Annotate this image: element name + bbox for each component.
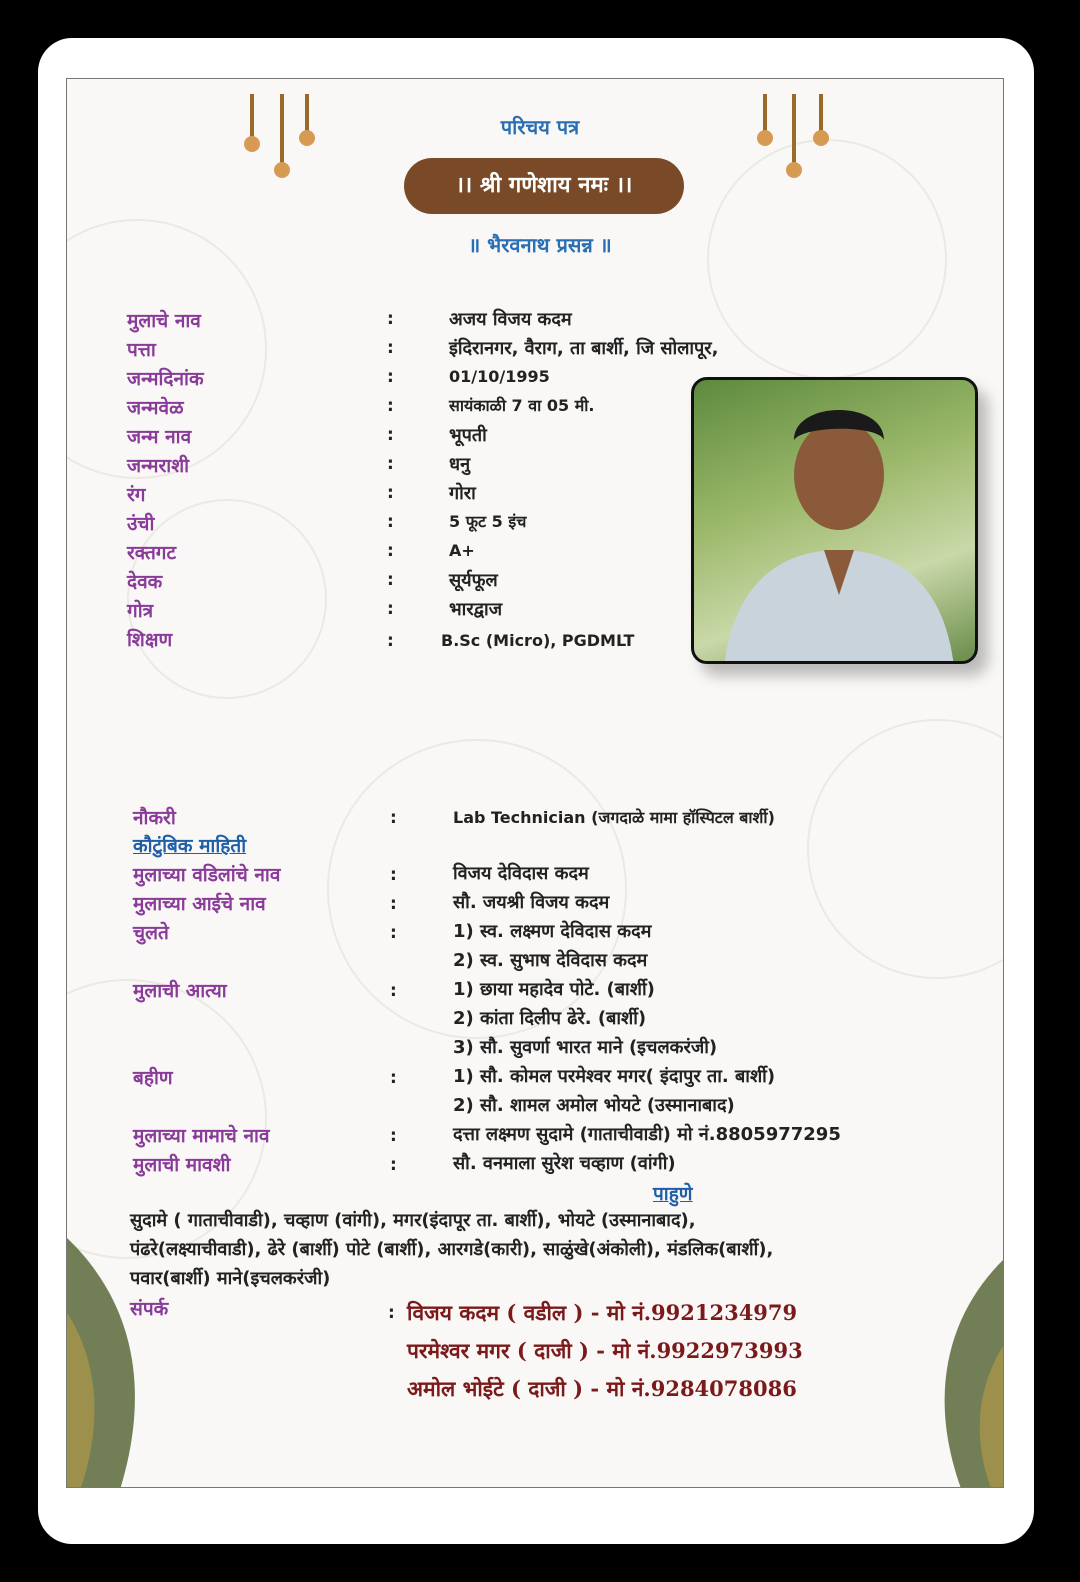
field-value: 2) सौ. शामल अमोल भोयटे (उस्मानाबाद) xyxy=(453,1095,735,1116)
colon: : xyxy=(390,1155,397,1175)
relatives-line: पवार(बार्शी) माने(इचलकरंजी) xyxy=(130,1268,331,1289)
colon: : xyxy=(390,1068,397,1088)
document-title: परिचय पत्र xyxy=(500,115,580,139)
swirl-decoration xyxy=(127,499,327,699)
colon: : xyxy=(390,1126,397,1146)
field-value: A+ xyxy=(449,541,475,560)
field-value: B.Sc (Micro), PGDMLT xyxy=(441,631,635,650)
swirl-decoration xyxy=(807,719,1004,979)
field-label: नौकरी xyxy=(133,807,176,829)
colon: : xyxy=(388,1303,395,1323)
colon: : xyxy=(387,541,394,561)
field-value: सूर्यफूल xyxy=(449,570,498,591)
colon: : xyxy=(387,338,394,358)
relatives-heading: पाहुणे xyxy=(653,1183,693,1205)
field-value: 2) स्व. सुभाष देविदास कदम xyxy=(453,950,648,971)
person-silhouette-icon xyxy=(694,380,978,664)
field-value: Lab Technician (जगदाळे मामा हॉस्पिटल बार्शी) xyxy=(453,808,775,827)
portrait-photo xyxy=(691,377,978,664)
field-value: 01/10/1995 xyxy=(449,367,550,386)
colon: : xyxy=(390,865,397,885)
field-label: मुलाची मावशी xyxy=(133,1154,231,1176)
colon: : xyxy=(387,396,394,416)
contact-label: संपर्क xyxy=(130,1298,169,1320)
swirl-decoration xyxy=(707,139,947,379)
colon: : xyxy=(387,512,394,532)
colon: : xyxy=(387,631,394,651)
colon: : xyxy=(390,808,397,828)
contact-line: अमोल भोईटे ( दाजी ) - मो नं.9284078086 xyxy=(407,1376,797,1401)
field-label: पत्ता xyxy=(127,339,156,361)
field-value: दत्ता लक्ष्मण सुदामे (गाताचीवाडी) मो नं.8805977295 xyxy=(453,1124,841,1145)
field-label: गोत्र xyxy=(127,600,154,622)
field-value: भूपती xyxy=(449,425,487,446)
leaf-decoration-right xyxy=(915,1249,1004,1488)
field-value: गोरा xyxy=(449,483,476,504)
colon: : xyxy=(387,483,394,503)
field-label: मुलाच्या वडिलांचे नाव xyxy=(133,864,281,886)
field-value: 3) सौ. सुवर्णा भारत माने (इचलकरंजी) xyxy=(453,1037,718,1058)
field-value: सौ. जयश्री विजय कदम xyxy=(453,892,610,913)
field-label: जन्मवेळ xyxy=(127,397,184,419)
field-label: मुलाची आत्या xyxy=(133,980,227,1002)
family-heading: कौटुंबिक माहिती xyxy=(133,835,247,857)
field-label: उंची xyxy=(127,513,155,535)
ganesh-invocation-banner: ।। श्री गणेशाय नमः ।। xyxy=(404,158,684,214)
field-value: विजय देविदास कदम xyxy=(453,863,589,884)
field-value: धनु xyxy=(449,454,471,475)
contact-line: विजय कदम ( वडील ) - मो नं.9921234979 xyxy=(407,1300,798,1325)
field-value: इंदिरानगर, वैराग, ता बार्शी, जि सोलापूर, xyxy=(449,338,719,359)
contact-line: परमेश्वर मगर ( दाजी ) - मो नं.9922973993 xyxy=(407,1338,803,1363)
hanging-bell-icon xyxy=(273,94,291,190)
colon: : xyxy=(387,599,394,619)
colon: : xyxy=(390,923,397,943)
field-value: 2) कांता दिलीप ढेरे. (बार्शी) xyxy=(453,1008,647,1029)
relatives-line: पंढरे(लक्ष्याचीवाडी), ढेरे (बार्शी) पोटे (बार्शी), आरगडे(कारी), साळुंखे(अंकोली), मंडलिक(बार्शी), xyxy=(130,1239,774,1260)
hanging-bell-icon xyxy=(785,94,803,190)
field-value: सौ. वनमाला सुरेश चव्हाण (वांगी) xyxy=(453,1153,676,1174)
colon: : xyxy=(390,894,397,914)
field-label: देवक xyxy=(127,571,163,593)
field-label: मुलाच्या आईचे नाव xyxy=(133,893,266,915)
field-value: 1) सौ. कोमल परमेश्वर मगर( इंदापुर ता. बार्शी) xyxy=(453,1066,776,1087)
field-value: 1) स्व. लक्ष्मण देविदास कदम xyxy=(453,921,652,942)
colon: : xyxy=(390,981,397,1001)
field-value: 5 फूट 5 इंच xyxy=(449,512,527,531)
colon: : xyxy=(387,570,394,590)
field-label: रक्तगट xyxy=(127,542,177,564)
field-label: चुलते xyxy=(133,922,169,944)
field-label: जन्म नाव xyxy=(127,426,192,448)
field-value: भारद्वाज xyxy=(449,599,503,620)
field-label: शिक्षण xyxy=(127,629,173,651)
field-label: मुलाचे नाव xyxy=(127,310,201,332)
field-value: 1) छाया महादेव पोटे. (बार्शी) xyxy=(453,979,655,1000)
field-label: रंग xyxy=(127,484,146,506)
field-value: सायंकाळी 7 वा 05 मी. xyxy=(449,396,595,415)
colon: : xyxy=(387,425,394,445)
field-label: जन्मदिनांक xyxy=(127,368,204,390)
field-label: जन्मराशी xyxy=(127,455,190,477)
bhairav-invocation: ॥ भैरवनाथ प्रसन्न ॥ xyxy=(468,233,612,257)
field-value: अजय विजय कदम xyxy=(449,309,572,330)
colon: : xyxy=(387,309,394,329)
relatives-line: सुदामे ( गाताचीवाडी), चव्हाण (वांगी), मगर(इंदापूर ता. बार्शी), भोयटे (उस्मानाबाद), xyxy=(130,1210,696,1231)
field-label: मुलाच्या मामाचे नाव xyxy=(133,1125,270,1147)
colon: : xyxy=(387,367,394,387)
field-label: बहीण xyxy=(133,1067,173,1089)
colon: : xyxy=(387,454,394,474)
